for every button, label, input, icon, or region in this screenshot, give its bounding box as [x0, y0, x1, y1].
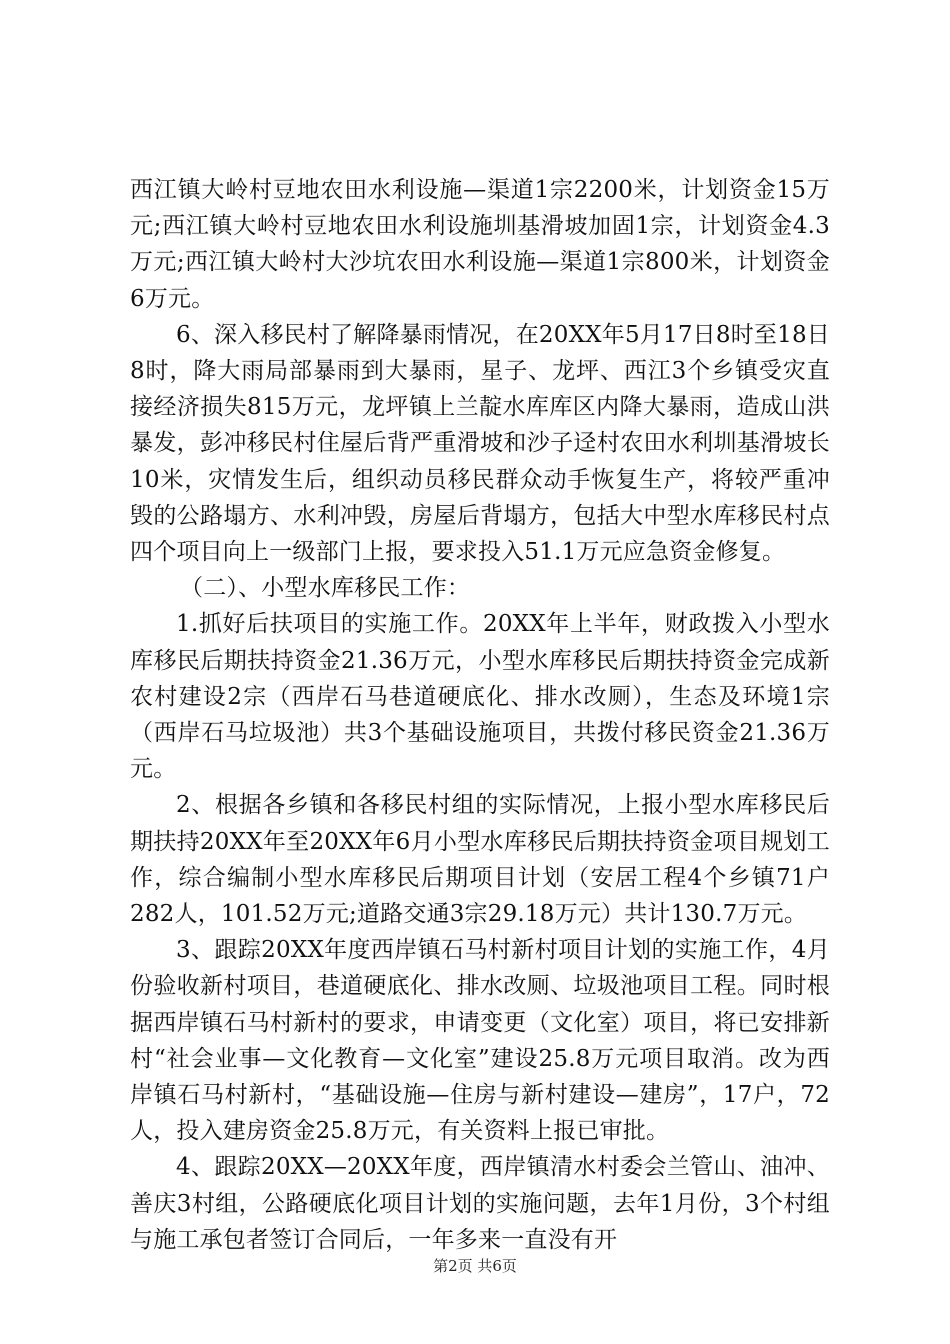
paragraph-item-3: 3、跟踪20XX年度西岸镇石马村新村项目计划的实施工作，4月份验收新村项目，巷道硬底化、排水改厕、垃圾池项目工程。同时根据西岸镇石马村新村的要求，申请变更（文化室）项目，将已安排新村“社会业事—文化教育—文化室”建设25.8万元项目取消。改为西岸镇石马村新村，“基础设施—住房与新村建设—建房”，17户，72人，投入建房资金25.8万元，有关资料上报已审批。	[130, 937, 830, 1145]
paragraph-item-2: 2、根据各乡镇和各移民村组的实际情况，上报小型水库移民后期扶持20XX年至20XX年6月小型水库移民后期扶持资金项目规划工作，综合编制小型水库移民后期项目计划（安居工程4个乡镇71户282人，101.52万元;道路交通3宗29.18万元）共计130.7万元。	[130, 792, 830, 928]
document-body	[130, 172, 830, 1258]
paragraph-item-4: 4、跟踪20XX—20XX年度，西岸镇清水村委会兰管山、油冲、善庆3村组，公路硬底化项目计划的实施问题，去年1月份，3个村组与施工承包者签订合同后，一年多来一直没有开	[130, 1154, 830, 1253]
page-number-footer: 第2页 共6页	[433, 1257, 517, 1275]
paragraph-item-1: 1.抓好后扶项目的实施工作。20XX年上半年，财政拨入小型水库移民后期扶持资金21.36万元，小型水库移民后期扶持资金完成新农村建设2宗（西岸石马巷道硬底化、排水改厕），生态及环境1宗（西岸石马垃圾池）共3个基础设施项目，共拨付移民资金21.36万元。	[130, 611, 830, 783]
section-heading-small-reservoir: （二）、小型水库移民工作：	[180, 575, 471, 602]
paragraph-continuation: 西江镇大岭村豆地农田水利设施—渠道1宗2200米，计划资金15万元;西江镇大岭村豆地农田水利设施圳基滑坡加固1宗，计划资金4.3万元;西江镇大岭村大沙坑农田水利设施—渠道1宗800米，计划资金6万元。	[130, 177, 830, 312]
paragraph-item-6: 6、深入移民村了解降暴雨情况，在20XX年5月17日8时至18日8时，降大雨局部暴雨到大暴雨，星子、龙坪、西江3个乡镇受灾直接经济损失815万元，龙坪镇上兰靛水库库区内降大暴雨，造成山洪暴发，彭冲移民村住屋后背严重滑坡和沙子迳村农田水利圳基滑坡长10米，灾情发生后，组织动员移民群众动手恢复生产，将较严重冲毁的公路塌方、水利冲毁，房屋后背塌方，包括大中型水库移民村点四个项目向上一级部门上报，要求投入51.1万元应急资金修复。	[130, 321, 830, 566]
